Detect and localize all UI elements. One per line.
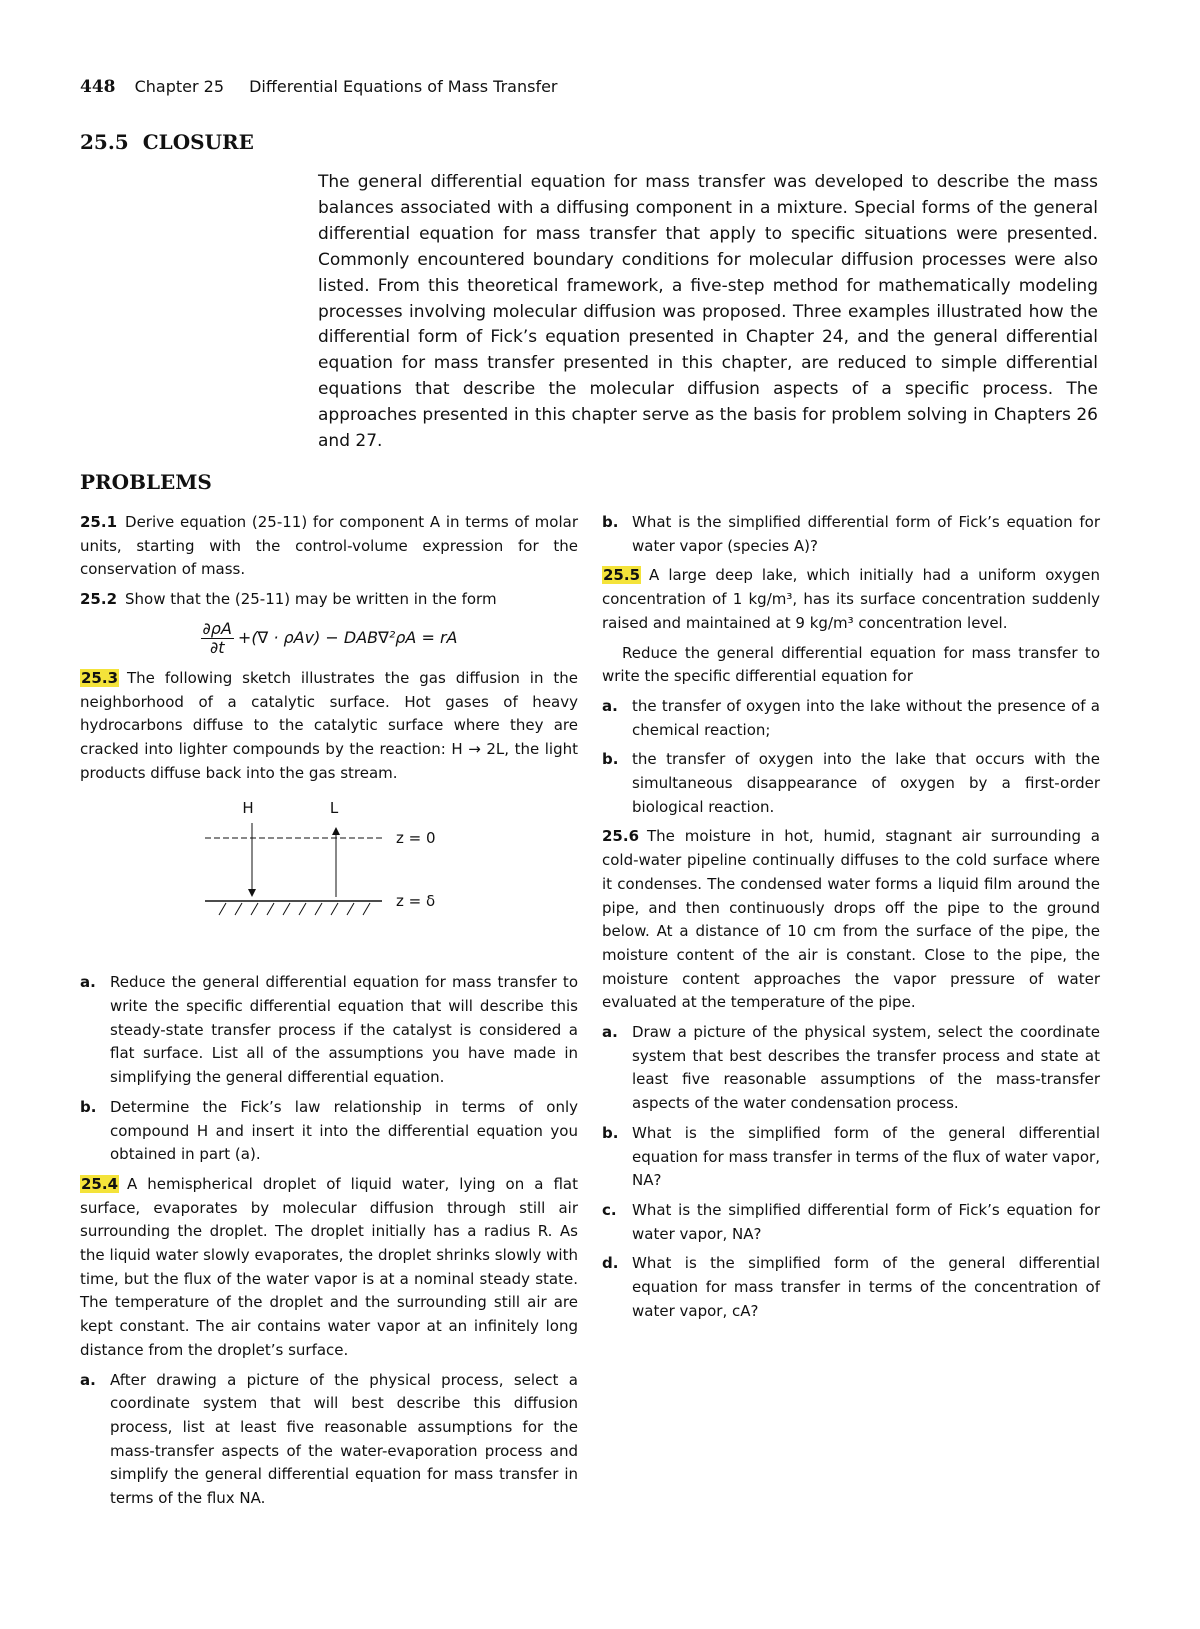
section-heading [80,130,254,154]
problem-25-6-part-c [602,1199,1100,1246]
part-label: a. [602,696,618,715]
problems-heading: PROBLEMS [80,470,212,494]
problem-25-4 [80,1173,578,1363]
equation-25-2 [80,620,578,657]
problem-text: A hemispherical droplet of liquid water, lying on a flat surface, evaporates by molecular diffusion through still air surrounding the droplet. The droplet initially has a radius R. As the liquid water slowly evaporates, the droplet shrinks slowly with time, but the flux of the water vapor is at a nominal steady state. The temperature of the droplet and the surrounding still air are kept constant. The air contains water vapor at an infinitely long distance from the droplet’s surface. [80,1174,578,1359]
problem-25-1 [80,511,578,582]
part-label: a. [602,1023,618,1042]
equation-denominator: ∂t [209,637,225,657]
problem-number: 25.5 [603,566,641,585]
left-column [80,511,578,1517]
problem-text: The moisture in hot, humid, stagnant air surrounding a cold-water pipeline continually diffuses to the cold surface where it condenses. The condensed water forms a liquid film around the pipe, and then continuously drops off the pipe to the ground below. At a distance of 10 cm from the surface of the pipe, the moisture content of the air is constant. Close to the pipe, the moisture content approaches the vapor pressure of water evaluated at the temperature of the pipe. [602,827,1100,1012]
problem-25-4-part-b [602,511,1100,558]
sketch-label-h: H [242,799,254,818]
section-number: 25.5 [80,130,129,154]
problem-25-4-part-a [80,1369,578,1511]
problem-25-3-part-a [80,971,578,1090]
problem-text: A large deep lake, which initially had a uniform oxygen concentration of 1 kg/m³, has its surface concentration suddenly raised and maintained at 9 kg/m³ concentration level. [602,566,1100,632]
part-text: the transfer of oxygen into the lake that occurs with the simultaneous disappearance of oxygen by a first-order biological reaction. [632,750,1100,816]
chapter-label: Chapter 25 [134,77,225,96]
problem-number: 25.6 [602,827,640,846]
equation-numerator: ∂ρA [202,618,232,638]
part-label: a. [80,973,96,992]
part-label: b. [602,1123,619,1142]
problem-25-6-part-a [602,1021,1100,1116]
equation-fraction [201,620,234,657]
part-label: d. [602,1254,619,1273]
problem-25-3-part-b [80,1096,578,1167]
problem-text: Show that the (25-11) may be written in the form [125,590,497,609]
problem-25-3 [80,667,578,786]
catalytic-surface-sketch [80,793,578,953]
page-number: 448 [80,77,116,97]
sketch-label-l: L [329,799,339,818]
part-text: What is the simplified differential form of Fick’s equation for water vapor (species A)? [632,513,1100,555]
problem-number: 25.1 [80,513,118,531]
part-text: Determine the Fick’s law relationship in terms of only compound H and insert it into the differential equation you obtained in part (a). [110,1097,578,1164]
z-zero-label: z = 0 [396,829,436,848]
problem-number: 25.3 [81,668,119,687]
closure-paragraph: The general differential equation for mass transfer was developed to describe the mass balances associated with a diffusing component in a mixture. Special forms of the general differential equation for mass transfer that apply to specific situations were presented. Commonly encountered boundary conditions for molecular diffusion processes were also listed. From this theoretical framework, a five-step method for mathematically modeling processes involving molecular diffusion was proposed. Three examples illustrated how the differential form of Fick’s equation presented in Chapter 24, and the general differential equation for mass transfer presented in this chapter, are reduced to simple differential equations that describe the molecular diffusion aspects of a specific process. The approaches presented in this chapter serve as the basis for problem solving in Chapters 26 and 27. [318,172,1098,452]
part-label: b. [602,513,619,531]
h-arrow-down-icon [248,889,256,897]
part-label: b. [80,1097,97,1116]
right-column [602,511,1100,1330]
section-title: CLOSURE [142,130,254,154]
part-text: Draw a picture of the physical system, select the coordinate system that best describes the transfer process and state at least five reasonable assumptions of the mass-transfer aspects of the water condensation process. [632,1023,1100,1113]
surface-hatching [219,903,370,915]
problem-25-5-instruction: Reduce the general differential equation for mass transfer to write the specific differential equation for [602,643,1100,686]
problem-number: 25.2 [80,590,118,609]
chapter-title: Differential Equations of Mass Transfer [249,77,558,96]
part-label: c. [602,1200,617,1219]
part-label: b. [602,750,619,769]
problem-text: Derive equation (25-11) for component A in terms of molar units, starting with the control-volume expression for the conservation of mass. [80,513,578,579]
running-header [80,77,558,97]
l-arrow-up-icon [332,827,340,835]
part-text: What is the simplified form of the general differential equation for mass transfer in terms of the concentration of water vapor, cA? [632,1254,1100,1320]
problem-text: The following sketch illustrates the gas diffusion in the neighborhood of a catalytic surface. Hot gases of heavy hydrocarbons diffuse to the catalytic surface where they are cracked into lighter compounds by the reaction: H → 2L, the light products diffuse back into the gas stream. [80,668,578,782]
problem-25-6-part-b [602,1122,1100,1193]
equation-rest: +(∇ · ρAv) − DAB∇²ρA = rA [237,627,458,647]
part-text: Reduce the general differential equation for mass transfer to write the specific differential equation that will describe this steady-state transfer process if the catalyst is considered a flat surface. List all of the assumptions you have made in simplifying the general differential equation. [110,973,578,1087]
part-text: After drawing a picture of the physical process, select a coordinate system that will best describe this diffusion process, list at least five reasonable assumptions for the mass-transfer aspects of the water-evaporation process and simplify the general differential equation for mass transfer in terms of the flux NA. [110,1370,578,1508]
problem-25-6 [602,825,1100,1015]
problem-25-5 [602,564,1100,635]
problem-25-5-part-b [602,748,1100,819]
part-label: a. [80,1370,96,1389]
z-delta-label: z = δ [396,892,436,911]
problem-25-5-part-a [602,695,1100,742]
part-text: What is the simplified differential form of Fick’s equation for water vapor, NA? [632,1200,1100,1243]
problem-number: 25.4 [81,1174,119,1193]
part-text: the transfer of oxygen into the lake without the presence of a chemical reaction; [632,696,1100,739]
part-text: What is the simplified form of the general differential equation for mass transfer in terms of the flux of water vapor, NA? [632,1123,1100,1190]
problem-25-6-part-d [602,1252,1100,1323]
problem-25-2 [80,588,578,612]
